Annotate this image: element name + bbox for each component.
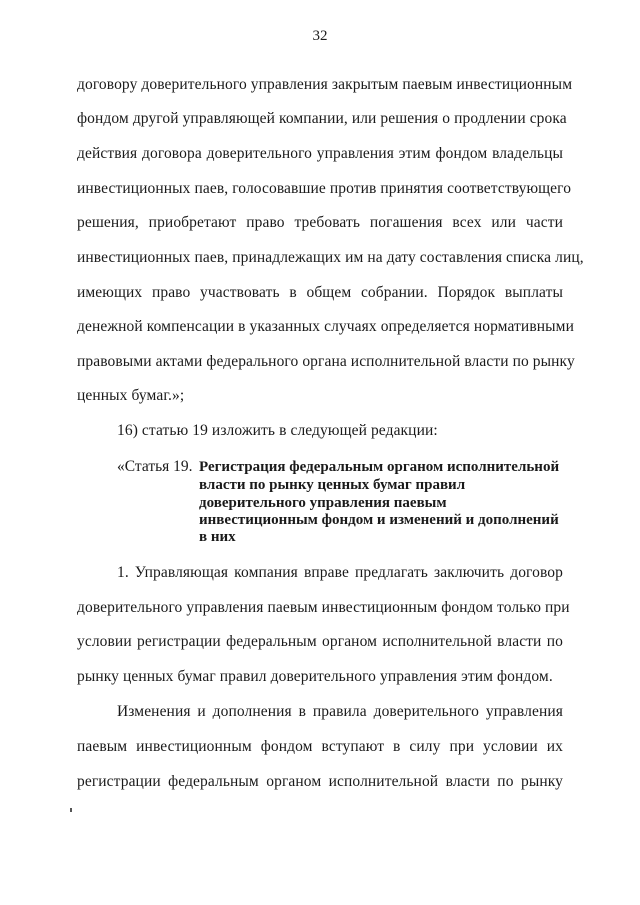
paragraph-line: Изменения и дополнения в правила доверительного управления [117,703,563,720]
paragraph-line: инвестиционных паев, принадлежащих им на дату составления списка лиц, [77,249,584,266]
paragraph-line: имеющих право участвовать в общем собрании. Порядок выплаты [77,284,563,301]
paragraph-line: договору доверительного управления закрытым паевым инвестиционным [77,76,573,93]
paragraph-line: рынку ценных бумаг правил доверительного управления этим фондом. [77,668,553,685]
paragraph-line: доверительного управления паевым инвестиционным фондом только при [77,599,570,616]
page-number: 32 [312,28,328,44]
paragraph-line: условии регистрации федеральным органом исполнительной власти по [77,633,563,650]
paragraph-line: правовыми актами федерального органа исполнительной власти по рынку [77,353,575,370]
article-title-line: инвестиционным фондом и изменений и дополнений [199,512,559,528]
scan-artifact [70,808,72,812]
list-item-16: 16) статью 19 изложить в следующей редакции: [117,422,438,439]
article-title-line: доверительного управления паевым [199,495,447,511]
paragraph-line: решения, приобретают право требовать погашения всех или части [77,214,563,231]
article-title-line: Регистрация федеральным органом исполнительной [199,459,560,475]
article-title-line: в них [199,529,236,545]
paragraph-line: паевым инвестиционным фондом вступают в силу при условии их [77,738,563,755]
paragraph-line: денежной компенсации в указанных случаях определяется нормативными [77,318,574,335]
article-title-line: власти по рынку ценных бумаг правил [199,477,466,493]
paragraph-line: ценных бумаг.»; [77,387,185,404]
paragraph-line: 1. Управляющая компания вправе предлагать заключить договор [117,564,563,581]
paragraph-line: инвестиционных паев, голосовавшие против принятия соответствующего [77,180,572,197]
article-label: «Статья 19. [117,458,193,475]
paragraph-line: регистрации федеральным органом исполнительной власти по рынку [77,773,563,790]
paragraph-line: действия договора доверительного управления этим фондом владельцы [77,145,563,162]
paragraph-line: фондом другой управляющей компании, или решения о продлении срока [77,110,567,127]
